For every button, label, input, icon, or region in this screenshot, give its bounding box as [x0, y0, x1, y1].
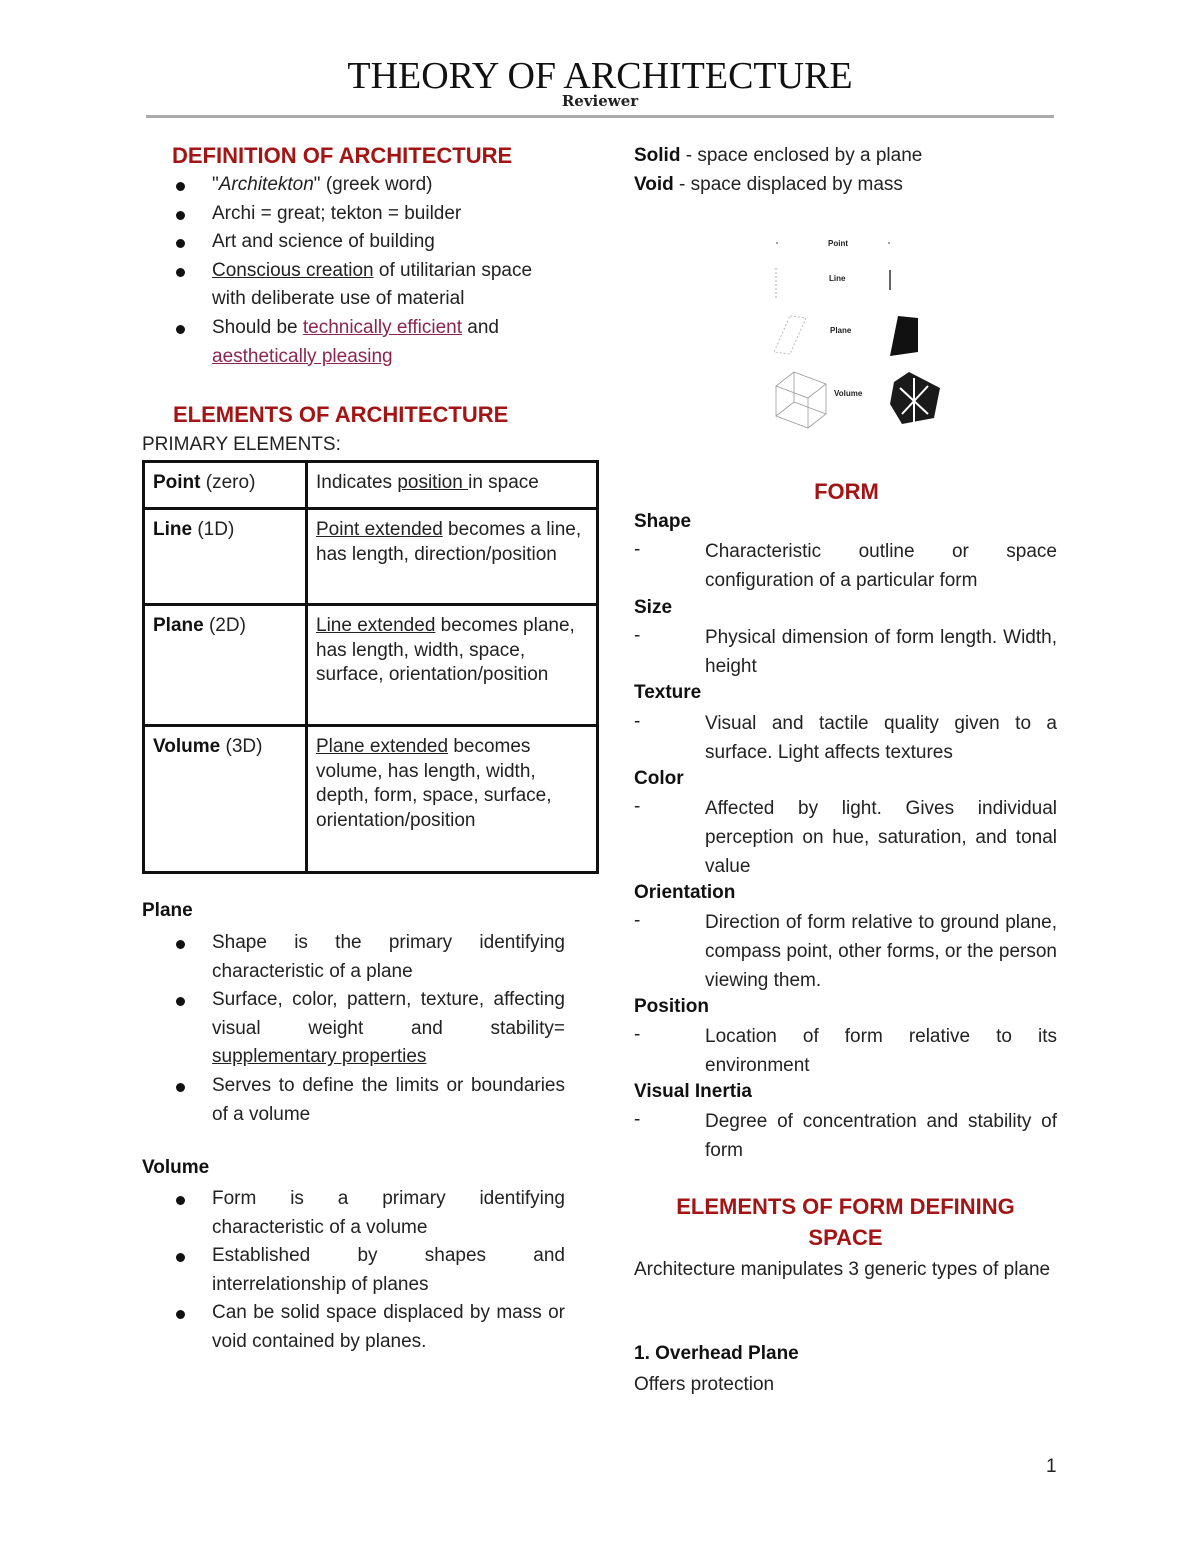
- dash-bullet: -: [634, 625, 641, 646]
- item-text: Surface, color, pattern, texture, affecting visual weight and stability=: [212, 989, 565, 1039]
- dash-bullet: -: [634, 1109, 641, 1130]
- definition-heading: DEFINITION OF ARCHITECTURE: [172, 143, 513, 168]
- desc-text: becomes plane, has length, width, space, surface, orientation/position: [316, 615, 575, 685]
- diagram-label-line: Line: [829, 274, 846, 283]
- greek-term: Architekton: [218, 174, 314, 195]
- list-item: Shape is the primary identifying characteristic of a plane: [142, 929, 565, 986]
- item-text: and: [461, 316, 499, 338]
- dash-bullet: -: [634, 910, 641, 931]
- volume-heading: Volume: [142, 1157, 210, 1178]
- table-cell-desc: [307, 509, 598, 605]
- overhead-plane-heading: 1. Overhead Plane: [634, 1343, 799, 1364]
- page-number: 1: [1046, 1456, 1057, 1477]
- elements-diagram: [768, 232, 948, 432]
- volume-right-mark: [890, 372, 940, 424]
- definition-list: [142, 171, 567, 371]
- form-term-texture: Texture: [634, 682, 702, 703]
- form-desc-visual-inertia: Degree of concentration and stability of form: [705, 1111, 1057, 1161]
- form-desc-position: Location of form relative to its environment: [705, 1026, 1057, 1076]
- form-term-size: Size: [634, 597, 673, 618]
- dimension: (zero): [200, 472, 256, 493]
- form-term-shape: Shape: [634, 511, 692, 532]
- list-item: [142, 257, 567, 314]
- primary-elements-label: PRIMARY ELEMENTS:: [142, 434, 341, 455]
- underlined-term: Plane extended: [316, 736, 449, 757]
- list-item: [142, 171, 567, 200]
- table-cell-term: [144, 726, 307, 873]
- document-subtitle: Reviewer: [561, 92, 639, 110]
- form-term-color: Color: [634, 768, 684, 789]
- dimension: (1D): [192, 519, 235, 540]
- desc-text: Indicates: [316, 472, 398, 493]
- form-desc-orientation: Direction of form relative to ground plane, compass point, other forms, or the person viewing them.: [705, 912, 1057, 991]
- void-term: Void: [634, 174, 674, 195]
- desc-text: becomes a line, has length, direction/position: [316, 519, 582, 565]
- form-term-orientation: Orientation: [634, 882, 736, 903]
- overhead-plane-text: Offers protection: [634, 1374, 775, 1395]
- void-definition: [634, 170, 903, 199]
- underlined-term: position: [397, 472, 469, 493]
- term: Plane: [153, 615, 204, 636]
- quote-open: ": [212, 174, 219, 195]
- table-row: [144, 726, 598, 873]
- underlined-term: Line extended: [316, 615, 436, 636]
- form-term-visual-inertia: Visual Inertia: [634, 1081, 752, 1102]
- diagram-label-plane: Plane: [830, 326, 852, 335]
- table-row: [144, 605, 598, 726]
- underlined-term: supplementary properties: [212, 1046, 427, 1068]
- term: Volume: [153, 736, 221, 757]
- efds-heading-line2: SPACE: [808, 1225, 883, 1250]
- term: Point: [153, 472, 201, 493]
- solid-def: - space enclosed by a plane: [680, 145, 923, 166]
- dash-bullet: -: [634, 796, 641, 817]
- quote-close: " (greek word): [313, 174, 433, 195]
- document-title: THEORY OF ARCHITECTURE: [347, 55, 853, 97]
- efds-heading-line1: ELEMENTS OF FORM DEFINING: [676, 1194, 1015, 1219]
- form-heading: FORM: [814, 479, 879, 504]
- term: Line: [153, 519, 193, 540]
- list-item: Form is a primary identifying characteristic of a volume: [142, 1185, 565, 1242]
- list-item: Archi = great; tekton = builder: [142, 200, 567, 229]
- underlined-term: Point extended: [316, 519, 443, 540]
- form-desc-size: Physical dimension of form length. Width, height: [705, 627, 1057, 677]
- table-cell-term: [144, 605, 307, 726]
- volume-list: [142, 1185, 565, 1357]
- point-right-mark: [888, 242, 890, 244]
- table-cell-term: [144, 509, 307, 605]
- underlined-term: Conscious creation: [212, 259, 374, 281]
- table-cell-desc: [307, 605, 598, 726]
- solid-term: Solid: [634, 145, 681, 166]
- item-text: of utilitarian space with deliberate use of material: [212, 259, 533, 310]
- dash-bullet: -: [634, 1024, 641, 1045]
- list-item: Established by shapes and interrelationship of planes: [142, 1242, 565, 1299]
- list-item: [142, 986, 565, 1072]
- elements-heading: ELEMENTS OF ARCHITECTURE: [173, 402, 509, 427]
- diagram-label-volume: Volume: [834, 389, 863, 398]
- volume-left-mark: [776, 372, 826, 428]
- plane-right-mark: [890, 316, 918, 356]
- list-item: Can be solid space displaced by mass or void contained by planes.: [142, 1299, 565, 1356]
- header-divider: [146, 115, 1054, 118]
- form-term-position: Position: [634, 996, 709, 1017]
- list-item: Serves to define the limits or boundaries of a volume: [142, 1072, 565, 1129]
- plane-heading: Plane: [142, 900, 193, 921]
- dimension: (2D): [203, 615, 246, 636]
- void-def: - space displaced by mass: [673, 174, 903, 195]
- item-text: Should be: [212, 316, 303, 338]
- table-cell-desc: [307, 726, 598, 873]
- form-desc-texture: Visual and tactile quality given to a surface. Light affects textures: [705, 713, 1057, 763]
- desc-text: becomes volume, has length, width, depth, form, space, surface, orientation/position: [316, 736, 552, 831]
- solid-definition: [634, 141, 922, 170]
- technically-efficient-link[interactable]: technically efficient: [302, 316, 462, 338]
- form-desc-shape: Characteristic outline or space configuration of a particular form: [705, 541, 1057, 591]
- list-item: [142, 314, 567, 371]
- efds-text: Architecture manipulates 3 generic types of plane: [634, 1259, 1051, 1280]
- list-item: Art and science of building: [142, 228, 567, 257]
- desc-text: in space: [468, 472, 539, 493]
- primary-elements-table: [142, 460, 599, 874]
- form-desc-color: Affected by light. Gives individual perception on hue, saturation, and tonal value: [705, 798, 1057, 877]
- dimension: (3D): [220, 736, 263, 757]
- diagram-label-point: Point: [828, 239, 848, 248]
- dash-bullet: -: [634, 539, 641, 560]
- dash-bullet: -: [634, 711, 641, 732]
- plane-list: [142, 929, 565, 1129]
- table-row: [144, 509, 598, 605]
- plane-left-mark: [774, 316, 806, 354]
- aesthetically-pleasing-link[interactable]: aesthetically pleasing: [212, 345, 393, 367]
- point-left-mark: [776, 242, 778, 244]
